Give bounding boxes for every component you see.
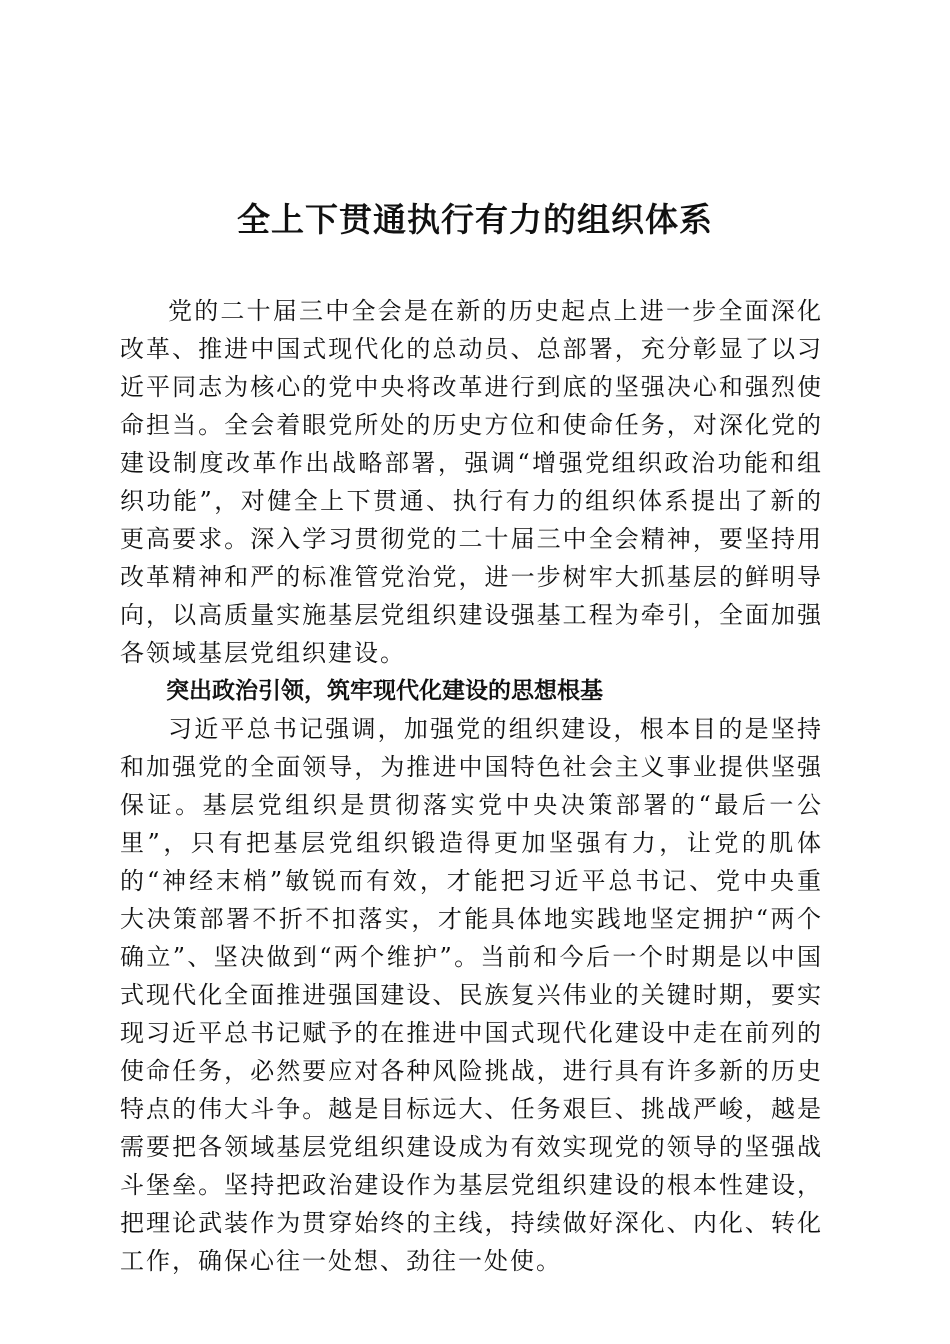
document-body: [120, 292, 823, 1280]
section-heading: 突出政治引领，筑牢现代化建设的思想根基: [166, 678, 603, 704]
document-title: 全上下贯通执行有力的组织体系: [237, 200, 713, 239]
section-paragraph: 习近平总书记强调，加强党的组织建设，根本目的是坚持和加强党的全面领导，为推进中国特色社会主义事业提供坚强保证。基层党组织是贯彻落实党中央决策部署的“最后一公里”，只有把基层党组织锻造得更加坚强有力，让党的肌体的“神经末梢”敏锐而有效，才能把习近平总书记、党中央重大决策部署不折不扣落实，才能具体地实践地坚定拥护“两个确立”、坚决做到“两个维护”。当前和今后一个时期是以中国式现代化全面推进强国建设、民族复兴伟业的关键时期，要实现习近平总书记赋予的在推进中国式现代化建设中走在前列的使命任务，必然要应对各种风险挑战，进行具有许多新的历史特点的伟大斗争。越是目标远大、任务艰巨、挑战严峻，越是需要把各领域基层党组织建设成为有效实现党的领导的坚强战斗堡垒。坚持把政治建设作为基层党组织建设的根本性建设，把理论武装作为贯穿始终的主线，持续做好深化、内化、转化工作，确保心往一处想、劲往一处使。: [120, 715, 823, 1275]
intro-paragraph: 党的二十届三中全会是在新的历史起点上进一步全面深化改革、推进中国式现代化的总动员、总部署，充分彰显了以习近平同志为核心的党中央将改革进行到底的坚强决心和强烈使命担当。全会着眼党所处的历史方位和使命任务，对深化党的建设制度改革作出战略部署，强调“增强党组织政治功能和组织功能”，对健全上下贯通、执行有力的组织体系提出了新的更高要求。深入学习贯彻党的二十届三中全会精神，要坚持用改革精神和严的标准管党治党，进一步树牢大抓基层的鲜明导向，以高质量实施基层党组织建设强基工程为牵引，全面加强各领域基层党组织建设。: [120, 297, 823, 667]
